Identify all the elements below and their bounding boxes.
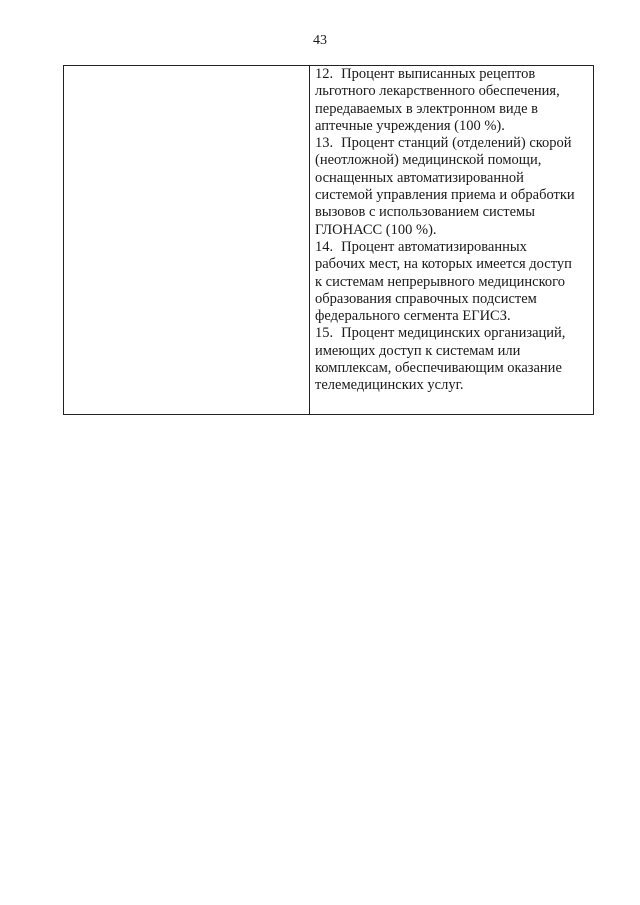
item-line: (неотложной) медицинской помощи, <box>315 152 542 169</box>
item-line: имеющих доступ к системам или <box>315 342 521 359</box>
item-line: передаваемых в электронном виде в <box>315 100 538 117</box>
list-item-12 <box>315 66 589 135</box>
list-item-14 <box>315 239 589 325</box>
item-line: вызовов с использованием системы <box>315 204 535 221</box>
item-line: образования справочных подсистем <box>315 290 537 307</box>
item-number: 12. <box>315 66 334 82</box>
item-line: федерального сегмента ЕГИСЗ. <box>315 308 511 325</box>
page-number: 43 <box>313 33 327 48</box>
item-line: рабочих мест, на которых имеется доступ <box>315 256 572 273</box>
item-line: Процент медицинских организаций, <box>341 325 566 342</box>
table-left-cell <box>64 66 310 414</box>
list-item-13 <box>315 135 589 239</box>
item-line: Процент станций (отделений) скорой <box>341 135 572 152</box>
item-number: 14. <box>315 238 334 255</box>
item-number: 13. <box>315 135 334 152</box>
item-line: Процент автоматизированных <box>341 238 527 255</box>
list-item-15 <box>315 325 589 394</box>
item-line: оснащенных автоматизированной <box>315 169 524 186</box>
item-number: 15. <box>315 325 334 342</box>
item-line: аптечные учреждения (100 %). <box>315 117 505 134</box>
item-line: телемедицинских услуг. <box>315 377 464 394</box>
item-line: Процент выписанных рецептов <box>341 66 536 82</box>
table-right-cell <box>310 66 593 414</box>
item-line: системой управления приема и обработки <box>315 187 575 204</box>
item-line: льготного лекарственного обеспечения, <box>315 83 560 100</box>
item-line: ГЛОНАСС (100 %). <box>315 221 437 238</box>
indicators-table <box>63 65 594 415</box>
item-line: к системам непрерывного медицинского <box>315 273 566 290</box>
item-line: комплексам, обеспечивающим оказание <box>315 360 562 377</box>
